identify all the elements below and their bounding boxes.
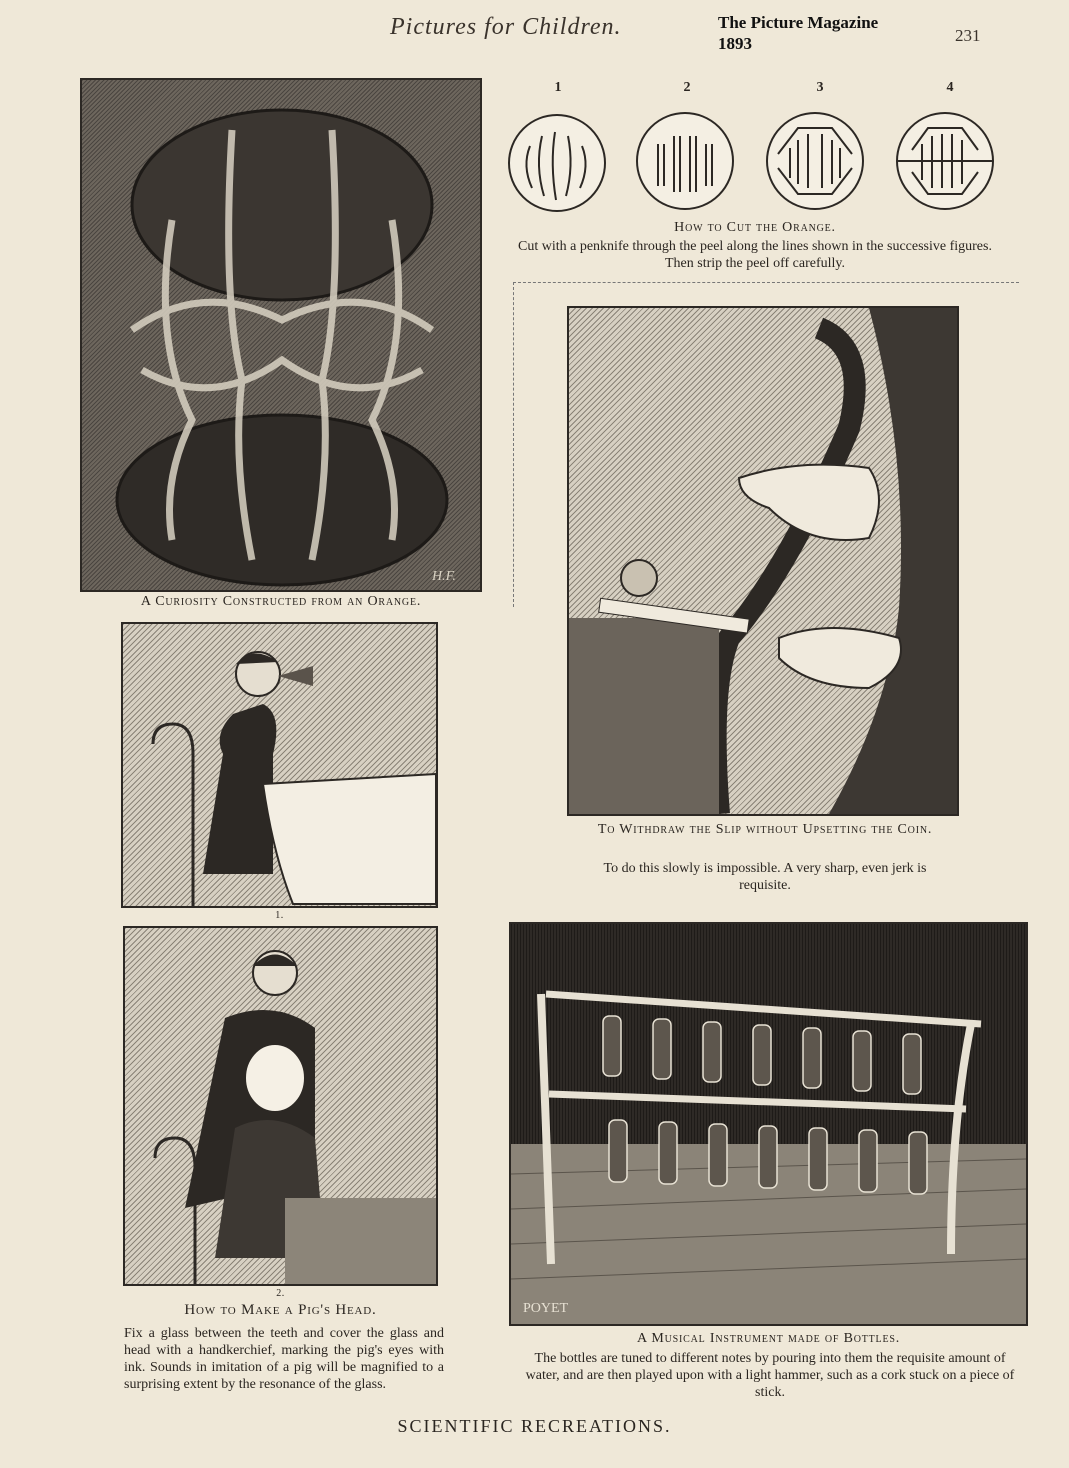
orange-cut-diagram-2 <box>636 112 734 210</box>
orange-curiosity-engraving <box>80 78 482 592</box>
figure-number-3: 3 <box>816 80 824 95</box>
coin-slip-engraving <box>567 306 959 816</box>
section-footer-title: SCIENTIFIC RECREATIONS. <box>397 1416 672 1436</box>
magazine-year: 1893 <box>718 34 752 53</box>
pig-head-text: Fix a glass between the teeth and cover the glass and head with a handkerchief, marking the pig's eyes with ink. Sounds in imitation of a pig will be magnified to a surprising extent by the resonance of the glass. <box>124 1326 444 1392</box>
magazine-label <box>718 12 878 54</box>
pig-head-figure-2-engraving <box>123 926 438 1286</box>
figure-number-2: 2 <box>683 80 691 95</box>
coin-slip-caption: To Withdraw the Slip without Upsetting the Coin. <box>597 822 933 837</box>
pig-head-caption: How to Make a Pig's Head. <box>184 1302 377 1318</box>
engraver-signature: H.F. <box>432 569 456 584</box>
orange-cut-diagram-4 <box>896 112 994 210</box>
pig-head-figure-1-engraving <box>121 622 438 908</box>
orange-cut-caption: How to Cut the Orange. <box>674 220 836 235</box>
engraver-signature-poyet: POYET <box>523 1301 569 1316</box>
figure-number-4: 4 <box>946 80 954 95</box>
magazine-name: The Picture Magazine <box>718 13 879 32</box>
orange-cut-diagram-1 <box>508 114 606 212</box>
man-covering-head-illustration <box>125 928 436 1284</box>
orange-cut-diagram-3 <box>766 112 864 210</box>
musical-bottles-text: The bottles are tuned to different notes by pouring into them the requisite amount of water, and are then played upon with a light hammer, such as a cork stuck on a piece of stick. <box>525 1351 1015 1400</box>
orange-curiosity-caption: A Curiosity Constructed from an Orange. <box>140 594 422 609</box>
bottle-xylophone-illustration <box>511 924 1026 1324</box>
boy-with-glass-illustration <box>123 624 436 906</box>
hand-pulling-slip-illustration <box>569 308 957 814</box>
figure-2-label: 2. <box>276 1288 285 1299</box>
running-header-title: Pictures for Children. <box>390 14 622 40</box>
coin-slip-text: To do this slowly is impossible. A very sharp, even jerk is requisite. <box>603 861 927 893</box>
figure-1-label: 1. <box>275 910 284 921</box>
musical-bottles-engraving <box>509 922 1028 1326</box>
page-number: 231 <box>955 26 981 45</box>
musical-bottles-caption: A Musical Instrument made of Bottles. <box>636 1331 901 1346</box>
orange-cut-instructions: Cut with a penknife through the peel along the lines shown in the successive figures. Then strip the peel off carefully. <box>518 239 992 271</box>
orange-lantern-illustration <box>82 80 480 590</box>
figure-number-1: 1 <box>554 80 562 95</box>
